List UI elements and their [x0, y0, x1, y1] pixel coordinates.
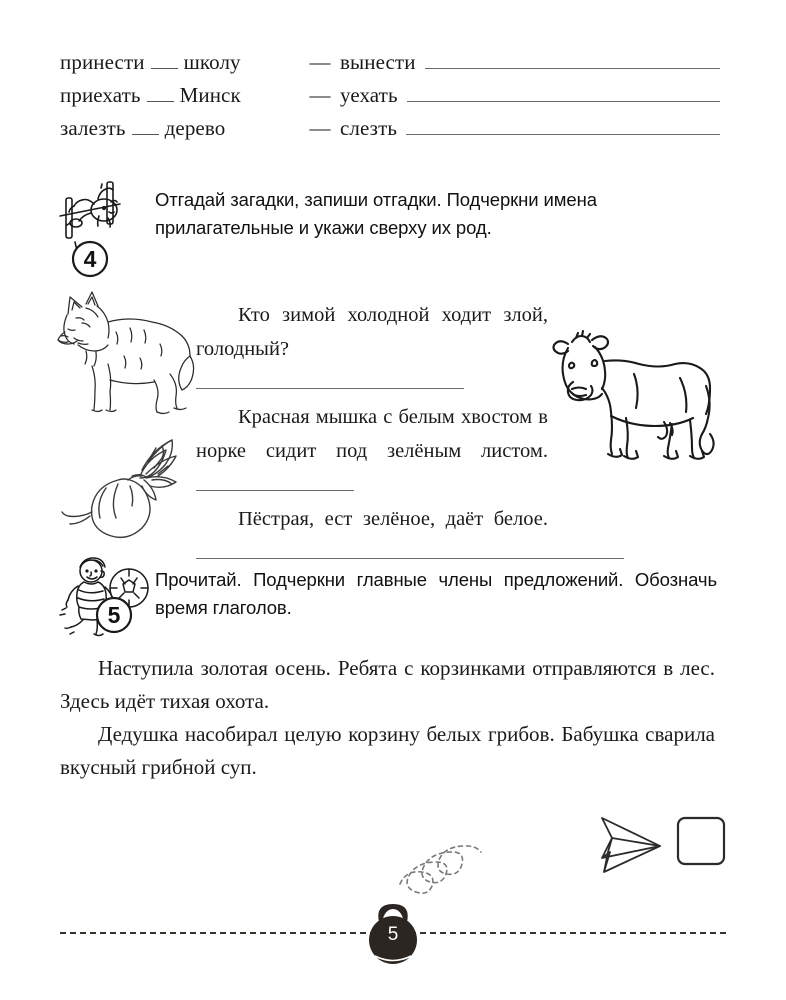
soccer-boy-icon	[60, 556, 156, 636]
task-5-icon-group	[60, 556, 156, 636]
word-pairs-exercise	[60, 50, 720, 149]
task-5-instruction: Прочитай. Подчеркни главные члены предложений. Обозначь время глаголов.	[155, 569, 717, 618]
riddles-block	[196, 298, 548, 570]
page-number: 5	[387, 924, 399, 945]
answer-blank[interactable]	[406, 118, 720, 135]
passage-paragraph: Дедушка насобирал целую корзину белых грибов. Бабушка сварила вкусный грибной суп.	[60, 722, 715, 779]
task-5-number: 5	[107, 602, 121, 628]
verb-a: принести	[60, 50, 145, 74]
riddle-answer-blank[interactable]	[196, 475, 354, 491]
em-dash: —	[309, 50, 331, 74]
noun: Минск	[179, 83, 241, 107]
preposition-blank[interactable]	[151, 53, 178, 69]
radish-illustration	[62, 432, 212, 544]
riddle-item	[196, 502, 548, 570]
wolf-illustration	[56, 288, 196, 418]
reading-passage	[60, 652, 715, 784]
verb-b: вынести	[340, 50, 416, 74]
riddle-text: Красная мышка с белым хвостом в норке сидит под зелёным листом.	[196, 406, 548, 462]
riddle-text: Пёстрая, ест зелёное, даёт белое.	[238, 508, 548, 530]
riddle-item	[196, 400, 548, 502]
task-4-icon-group	[58, 180, 154, 276]
paper-plane-group	[398, 806, 718, 886]
verb-a: залезть	[60, 116, 126, 140]
noun: школу	[183, 50, 241, 74]
riddle-answer-blank[interactable]	[196, 373, 464, 389]
riddle-answer-blank[interactable]	[196, 543, 624, 559]
word-pair-row	[60, 50, 720, 83]
answer-blank[interactable]	[407, 85, 720, 102]
verb-b: уехать	[340, 83, 398, 107]
cow-illustration	[548, 326, 716, 466]
word-pair-row	[60, 116, 720, 149]
word-pair-row	[60, 83, 720, 116]
preposition-blank[interactable]	[147, 86, 174, 102]
riddle-text: Кто зимой холодной ходит злой, голодный?	[196, 304, 548, 360]
completion-checkbox[interactable]	[678, 818, 724, 864]
verb-b: слезть	[340, 116, 398, 140]
high-jump-athlete-icon	[58, 180, 154, 280]
noun: дерево	[164, 116, 226, 140]
plane-trail	[400, 846, 481, 893]
page-number-kettlebell	[361, 898, 425, 968]
em-dash: —	[309, 116, 331, 140]
em-dash: —	[309, 83, 331, 107]
riddle-item	[196, 298, 548, 400]
answer-blank[interactable]	[425, 52, 720, 69]
task-4-number: 4	[83, 246, 97, 272]
preposition-blank[interactable]	[132, 119, 159, 135]
task-4-instruction: Отгадай загадки, запиши отгадки. Подчеркни имена прилагательные и укажи сверху их род.	[155, 189, 597, 238]
passage-paragraph: Наступила золотая осень. Ребята с корзинками отправляются в лес. Здесь идёт тихая охота.	[60, 656, 715, 713]
verb-a: приехать	[60, 83, 141, 107]
